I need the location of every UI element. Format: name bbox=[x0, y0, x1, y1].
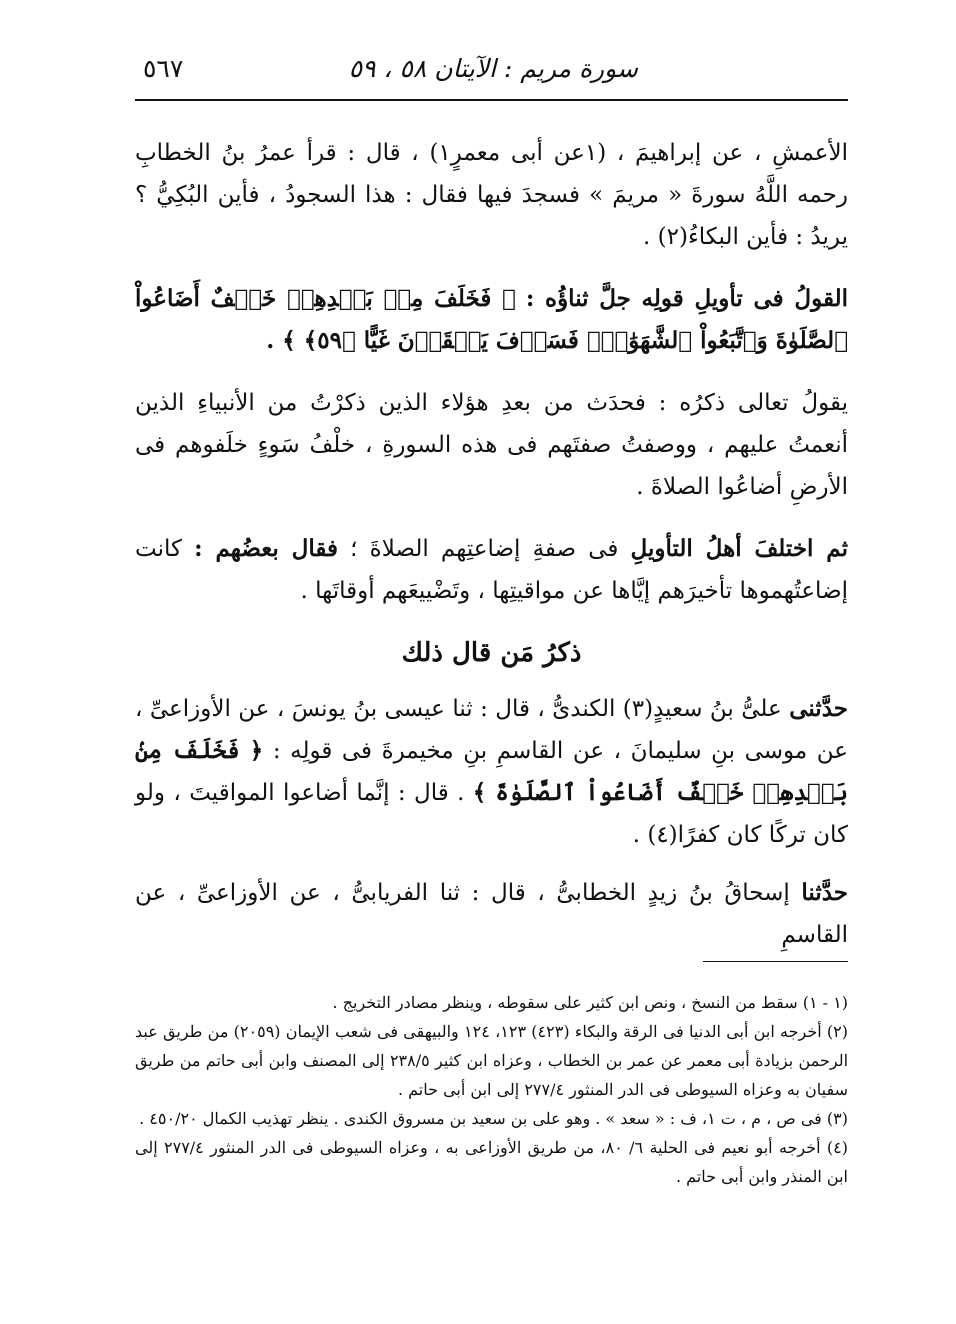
quran-verse: ﴿ فَخَلَفَ مِنۢ بَعۡدِهِمۡ خَلۡفٌ أَضَاعُواْ ٱلصَّلَوٰةَ وَٱتَّبَعُواْ ٱلشَّهَوَٰتِۖ فَسَوۡفَ يَلۡقَوۡنَ غَيًّا ﴿٥٩﴾ ﴾ . bbox=[135, 285, 848, 354]
footnotes bbox=[135, 988, 848, 1191]
chapter-lead: القولُ فى تأويلِ قولِه جلَّ ثناؤُه : bbox=[525, 285, 848, 312]
page-header bbox=[135, 48, 848, 98]
paragraph-6-rest: إسحاقُ بنُ زيدٍ الخطابىُّ ، قال : ثنا الفريابىُّ ، عن الأوزاعىِّ ، عن القاسمِ bbox=[135, 880, 848, 948]
section-heading: ذكرُ مَن قال ذلك bbox=[401, 638, 582, 668]
footnote-rule bbox=[703, 961, 848, 962]
paragraph-1: الأعمشِ ، عن إبراهيمَ ، (١عن أبى معمرٍ١) ، قال : قرأ عمرُ بنُ الخطابِ رحمه اللَّهُ سورةَ « مريمَ » فسجدَ فيها فقال : هذا السجودُ ، فأين البُكِيُّ ؟ يريدُ : فأين البكاءُ(٢) . bbox=[135, 140, 848, 250]
paragraph-5-lead: حدَّثنى bbox=[789, 695, 848, 722]
main-text bbox=[135, 132, 848, 976]
paragraph-5-rest: علىُّ بنُ سعيدٍ(٣) الكندىُّ ، قال : ثنا عيسى بنُ يونسَ ، عن الأوزاعىِّ ، عن موسى بنِ سليمانَ ، عن القاسمِ بنِ مخيمرةَ فى قولِه : bbox=[135, 696, 849, 764]
paragraph-4-rest: كانت إضاعتُهموها تأخيرَهم إيَّاها عن مواقيتِها ، وتَضْييعَهم أوقاتَها . bbox=[135, 536, 848, 604]
footnote-4: (٤) أخرجه أبو نعيم فى الحلية ٦/ ٨٠، من طريق الأوزاعى به ، وعزاه السيوطى فى الدر المنثور ٢٧٧/٤ إلى ابن المنذر وابن أبى حاتم . bbox=[135, 1138, 848, 1186]
paragraph-5 bbox=[135, 688, 848, 856]
paragraph-2 bbox=[135, 278, 848, 362]
header-rule bbox=[135, 99, 848, 101]
running-title: سورة مريم : الآيتان ٥٨ ، ٥٩ bbox=[348, 54, 638, 83]
paragraph-6-lead: حدَّثنا bbox=[801, 879, 849, 906]
paragraph-4 bbox=[135, 528, 848, 612]
quran-verse-2: ﴿ فَخَلَفَ مِنۢ بَعۡدِهِمۡ خَلۡفٌ أَضَاعُواْ ٱلصَّلَوٰةَ ﴾ bbox=[135, 737, 848, 806]
footnote-2: (٢) أخرجه ابن أبى الدنيا فى الرقة والبكاء (٤٢٣) ١٢٣، ١٢٤ والبيهقى فى شعب الإيمان (٢٠٥٩) من طريق عبد الرحمن بزيادة أبى معمر عن عمر بن الخطاب ، وعزاه ابن كثير ٢٣٨/٥ إلى المصنف وابن أبى حاتم من طريق سفيان به وعزاه السيوطى فى الدر المنثور ٢٧٧/٤ إلى ابن أبى حاتم . bbox=[135, 1022, 849, 1099]
paragraph-6 bbox=[135, 872, 848, 956]
footnote-3: (٣) فى ص ، م ، ت ١، ف : « سعد » . وهو على بن سعيد بن مسروق الكندى . ينظر تهذيب الكمال ٤٥٠/٢٠ . bbox=[139, 1109, 848, 1128]
paragraph-4-lead-2: فقال بعضُهم : bbox=[194, 535, 339, 562]
footnote-1: (١ - ١) سقط من النسخ ، ونص ابن كثير على سقوطه ، وينظر مصادر التخريج . bbox=[332, 993, 848, 1012]
paragraph-4-mid: فى صفةِ إضاعتِهم الصلاةَ ؛ bbox=[350, 536, 619, 562]
page-number: ٥٦٧ bbox=[143, 54, 184, 83]
paragraph-4-lead: ثم اختلفَ أهلُ التأويلِ bbox=[630, 535, 848, 562]
paragraph-3: يقولُ تعالى ذكرُه : فحدَث من بعدِ هؤلاء الذين ذكرْتُ من الأنبياءِ الذين أنعمتُ عليهم ، ووصفتُ صفتَهم فى هذه السورةِ ، خلْفُ سَوءٍ خلَفوهم فى الأرضِ أضاعُوا الصلاةَ . bbox=[135, 390, 848, 500]
paragraph-5-end: . قال : إنَّما أضاعوا المواقيتَ ، ولو كان تركًا كان كفرًا(٤) . bbox=[135, 780, 848, 848]
